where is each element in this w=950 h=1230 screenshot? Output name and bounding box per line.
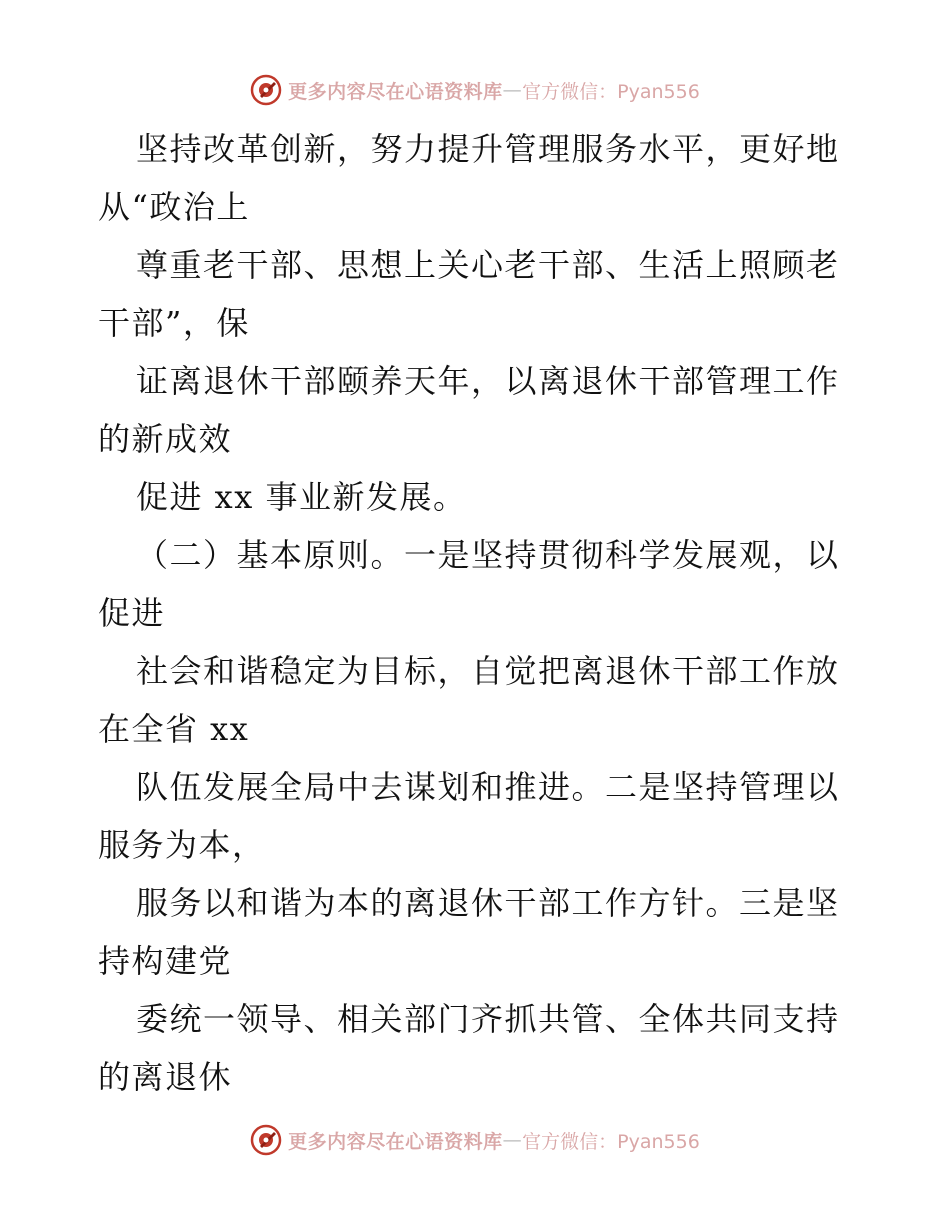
pen-logo-icon bbox=[250, 1124, 282, 1156]
watermark-wechat: 官方微信：Pyan556 bbox=[522, 80, 700, 103]
text-line: 促进 bbox=[98, 594, 166, 632]
watermark-wechat: 官方微信：Pyan556 bbox=[522, 1130, 700, 1153]
watermark-text: 更多内容尽在心语资料库 bbox=[288, 1130, 503, 1153]
watermark-dash: — bbox=[502, 1129, 523, 1151]
text-line: 证离退休干部颐养天年，以离退休干部管理工作 bbox=[136, 362, 840, 400]
header-watermark bbox=[0, 70, 950, 110]
text-line: 在全省 xx bbox=[98, 710, 250, 748]
text-line: 的新成效 bbox=[98, 420, 233, 458]
text-line: 坚持改革创新，努力提升管理服务水平，更好地 bbox=[136, 130, 840, 168]
pen-logo-icon bbox=[250, 74, 282, 106]
text-line: 服务为本， bbox=[98, 826, 266, 864]
document-body bbox=[98, 120, 858, 1106]
text-line: 促进 xx 事业新发展。 bbox=[136, 478, 467, 516]
text-line: 社会和谐稳定为目标，自觉把离退休干部工作放 bbox=[136, 652, 840, 690]
text-line: 从“政治上 bbox=[98, 188, 250, 226]
footer-watermark bbox=[0, 1120, 950, 1160]
text-line: （二）基本原则。一是坚持贯彻科学发展观，以 bbox=[136, 536, 840, 574]
text-line: 服务以和谐为本的离退休干部工作方针。三是坚 bbox=[136, 884, 840, 922]
text-line: 持构建党 bbox=[98, 942, 233, 980]
text-line: 干部”，保 bbox=[98, 304, 250, 342]
watermark-text: 更多内容尽在心语资料库 bbox=[288, 80, 503, 103]
text-line: 队伍发展全局中去谋划和推进。二是坚持管理以 bbox=[136, 768, 840, 806]
text-line: 尊重老干部、思想上关心老干部、生活上照顾老 bbox=[136, 246, 840, 284]
watermark-dash: — bbox=[502, 79, 523, 101]
text-line: 委统一领导、相关部门齐抓共管、全体共同支持 bbox=[136, 1000, 840, 1038]
text-line: 的离退休 bbox=[98, 1058, 233, 1096]
